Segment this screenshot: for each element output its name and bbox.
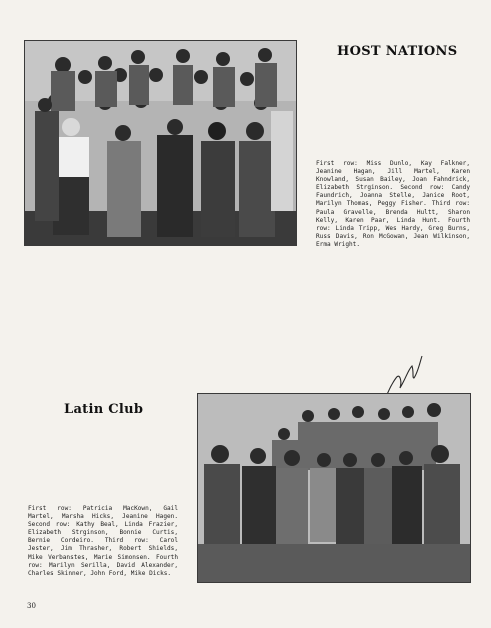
latin-club-heading: Latin Club bbox=[64, 402, 144, 417]
host-nations-heading: HOST NATIONS bbox=[337, 44, 458, 59]
host-nations-group-photo bbox=[24, 40, 297, 246]
page-number: 30 bbox=[27, 602, 36, 610]
host-nations-caption: First row: Miss Dunlo, Kay Falkner, Jeanine Hagan, Jill Martel, Karen Knowland, Susan Bailey, Joan Fahndrick, Elizabeth Strginson. Second row: Candy Faundrich, Joanna Stelle, Janice Root, Marilyn Thomas, Peggy Fisher. Third row: Paula Gravelle, Brenda Hultt, Sharon Kelly, Karen Paar, Linda Hunt. Fourth row: Linda Tripp, Wes Hardy, Greg Burns, Russ Davis, Ron McGowan, Jean Wilkinson, Erma Wright. bbox=[316, 160, 470, 248]
latin-club-caption: First row: Patricia MacKown, Gail Martel, Marsha Hicks, Jeanine Hagen. Second row: Kathy Beal, Linda Frazier, Elizabeth Strginson, Bonnie Curtis, Bernie Cordeiro. Third row: Carol Jester, Jim Thrasher, Robert Shields, Mike Verbanstes, Marie Simonsen. Fourth row: Marilyn Serilla, David Alexander, Charles Skinner, John Ford, Mike Dicks. bbox=[28, 505, 178, 577]
latin-club-group-photo bbox=[197, 393, 471, 583]
